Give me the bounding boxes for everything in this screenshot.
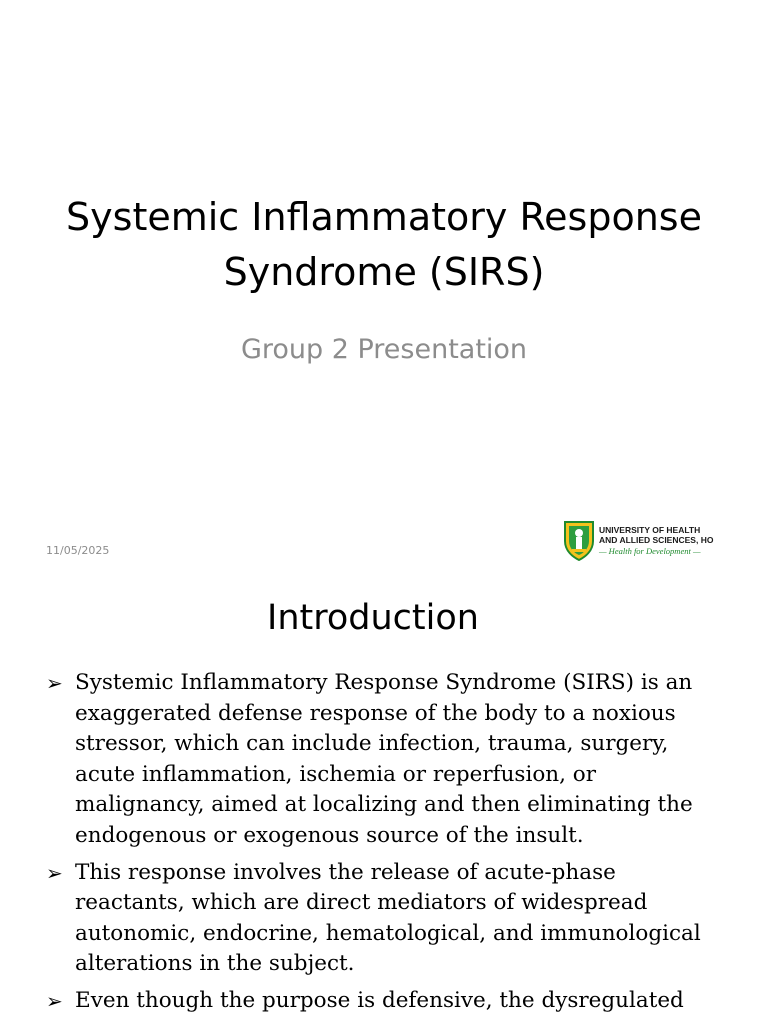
bullet-list bbox=[46, 668, 716, 1023]
slide-title: Systemic Inflammatory Response Syndrome (SIRS) bbox=[66, 195, 702, 294]
slide-title: Introduction bbox=[267, 598, 479, 638]
slide-subtitle: Group 2 Presentation bbox=[240, 334, 528, 365]
slide-date: 11/05/2025 bbox=[46, 544, 110, 557]
logo-motto: — Health for Development — bbox=[599, 545, 701, 556]
university-crest-icon bbox=[563, 519, 595, 561]
bullet-text: This response involves the release of acute-phase reactants, which are direct mediators of widespread autonomic, endocrine, hematological, and immunological alterations in the subject. bbox=[75, 859, 701, 977]
logo-line-2: AND ALLIED SCIENCES, HO bbox=[599, 534, 714, 545]
list-item bbox=[46, 858, 716, 980]
logo-line-1: UNIVERSITY OF HEALTH bbox=[599, 524, 701, 535]
bullet-text: Even though the purpose is defensive, the dysregulated bbox=[75, 987, 684, 1013]
arrow-bullet-icon: ➢ bbox=[46, 671, 63, 695]
arrow-bullet-icon: ➢ bbox=[46, 860, 63, 885]
list-item bbox=[46, 668, 716, 852]
list-item bbox=[46, 986, 716, 1017]
arrow-bullet-icon: ➢ bbox=[46, 988, 63, 1013]
university-logo bbox=[563, 518, 714, 562]
bullet-text: Systemic Inflammatory Response Syndrome (SIRS) is an exaggerated defense response of the body to a noxious stressor, which can include infection, trauma, surgery, acute inflammation, ischemia or reperfusion, or malignancy, aimed at localizing and then eliminating the endogenous or exogenous source of the insult. bbox=[75, 670, 693, 848]
introduction-slide bbox=[0, 576, 768, 1024]
logo-text bbox=[599, 525, 713, 556]
